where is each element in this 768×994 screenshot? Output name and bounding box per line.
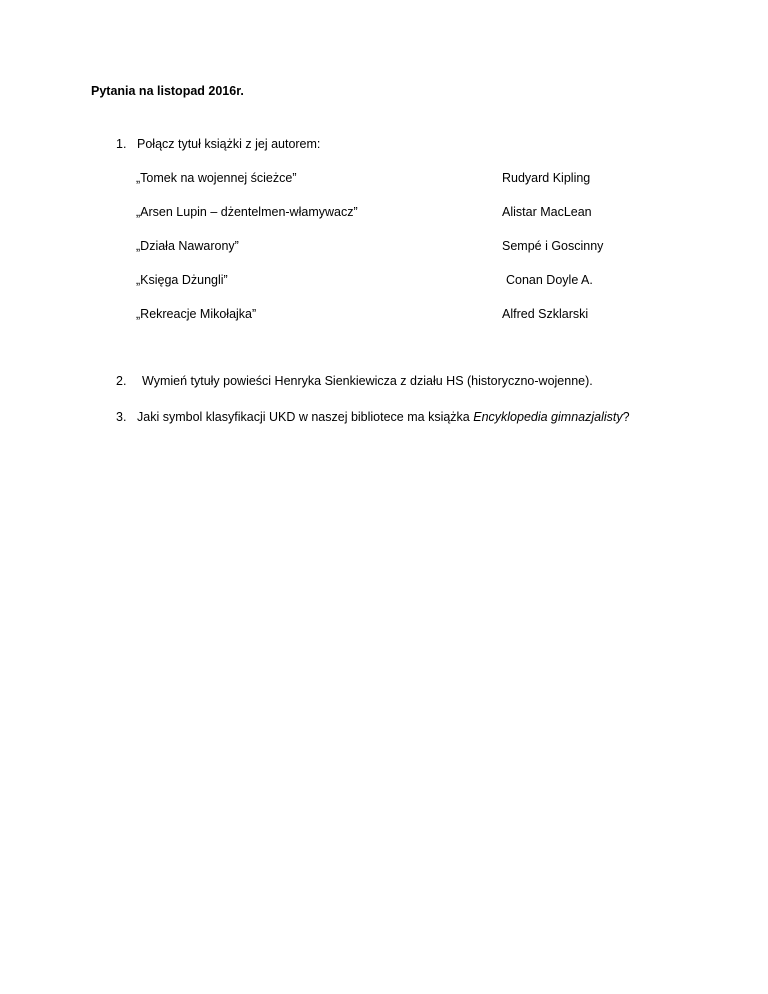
- book-title: „Tomek na wojennej ścieżce”: [136, 171, 297, 185]
- book-title: „Księga Dżungli”: [136, 273, 228, 287]
- match-row: [0, 307, 768, 325]
- author-name: Alistar MacLean: [502, 205, 592, 219]
- book-title-italic: Encyklopedia gimnazjalisty: [473, 410, 623, 424]
- match-row: [0, 171, 768, 189]
- question-3: [0, 410, 768, 428]
- match-row: [0, 239, 768, 257]
- question-number: 2.: [116, 374, 127, 388]
- page-title: Pytania na listopad 2016r.: [91, 84, 244, 98]
- question-text: [137, 410, 630, 424]
- author-name: Conan Doyle A.: [506, 273, 593, 287]
- author-name: Alfred Szklarski: [502, 307, 589, 321]
- author-name: Rudyard Kipling: [502, 171, 591, 185]
- question-mark: ?: [622, 410, 630, 424]
- question-1: [0, 137, 768, 155]
- match-row: [0, 205, 768, 223]
- question-text: Połącz tytuł książki z jej autorem:: [137, 137, 321, 151]
- book-title: „Działa Nawarony”: [136, 239, 239, 253]
- question-number: 1.: [116, 137, 127, 151]
- author-name: Sempé i Goscinny: [502, 239, 604, 253]
- match-row: [0, 273, 768, 291]
- question-2: [0, 374, 768, 392]
- question-text: Wymień tytuły powieści Henryka Sienkiewicza z działu HS (historyczno-wojenne).: [142, 374, 593, 388]
- book-title: „Rekreacje Mikołajka”: [136, 307, 257, 321]
- question-number: 3.: [116, 410, 127, 424]
- question-text-start: Jaki symbol klasyfikacji UKD w naszej bibliotece ma książka: [137, 410, 474, 424]
- book-title: „Arsen Lupin – dżentelmen-włamywacz”: [136, 205, 358, 219]
